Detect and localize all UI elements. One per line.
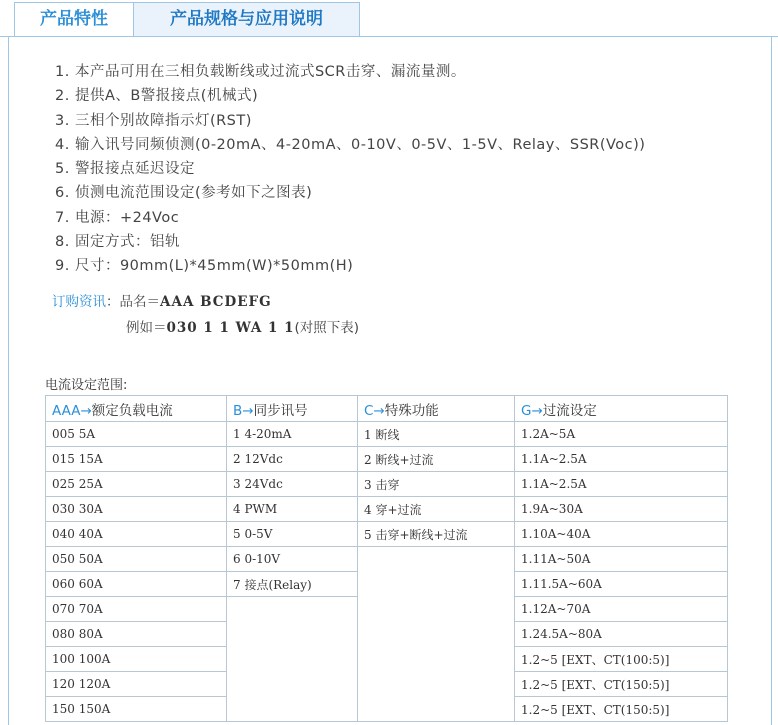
order-name-prefix: ：品名＝: [106, 294, 160, 310]
cell-sync-signal: 2 12Vdc: [227, 447, 358, 472]
header-sync-signal: [227, 396, 358, 422]
cell-special-function: 3 击穿: [358, 472, 515, 497]
cell-overcurrent: 1.2~5 [EXT、CT(100:5)]: [515, 647, 728, 672]
cell-sync-signal: 4 PWM: [227, 497, 358, 522]
order-name-row: [52, 290, 359, 316]
cell-overcurrent: 1.9A~30A: [515, 497, 728, 522]
feature-item: 5. 警报接点延迟设定: [55, 161, 195, 178]
feature-item: 7. 电源：+24Voc: [55, 209, 180, 226]
cell-sync-signal: 6 0-10V: [227, 547, 358, 572]
cell-sync-signal: 5 0-5V: [227, 522, 358, 547]
cell-rated-current: 015 15A: [46, 447, 227, 472]
feature-item: 9. 尺寸：90mm(L)*45mm(W)*50mm(H): [55, 258, 354, 275]
cell-sync-signal: [227, 597, 358, 622]
cell-sync-signal: [227, 647, 358, 672]
cell-sync-signal: [227, 697, 358, 722]
cell-special-function: [358, 622, 515, 647]
feature-list: [55, 60, 645, 279]
feature-item: 3. 三相个别故障指示灯(RST): [55, 112, 252, 129]
cell-sync-signal: [227, 672, 358, 697]
cell-overcurrent: 1.12A~70A: [515, 597, 728, 622]
order-example-prefix: 例如＝: [126, 320, 167, 336]
header-key: AAA→: [52, 402, 92, 419]
table-row: [46, 697, 728, 722]
cell-overcurrent: 1.1A~2.5A: [515, 472, 728, 497]
current-range-table: [45, 395, 728, 722]
cell-rated-current: 120 120A: [46, 672, 227, 697]
header-label: 同步讯号: [253, 402, 308, 419]
cell-special-function: [358, 597, 515, 622]
order-name-code: AAA BCDEFG: [160, 294, 272, 310]
cell-overcurrent: 1.24.5A~80A: [515, 622, 728, 647]
cell-rated-current: 100 100A: [46, 647, 227, 672]
cell-overcurrent: 1.2A~5A: [515, 422, 728, 447]
cell-special-function: [358, 647, 515, 672]
table-row: [46, 622, 728, 647]
header-key: C→: [364, 402, 385, 419]
header-rated-current: [46, 396, 227, 422]
table-row: [46, 647, 728, 672]
feature-item: 2. 提供A、B警报接点(机械式): [55, 88, 259, 105]
table-header-row: [46, 396, 728, 422]
header-overcurrent: [515, 396, 728, 422]
cell-overcurrent: 1.2~5 [EXT、CT(150:5)]: [515, 697, 728, 722]
cell-rated-current: 080 80A: [46, 622, 227, 647]
cell-sync-signal: [227, 622, 358, 647]
table-row: [46, 497, 728, 522]
cell-sync-signal: 1 4-20mA: [227, 422, 358, 447]
cell-special-function: 4 穿+过流: [358, 497, 515, 522]
cell-overcurrent: 1.10A~40A: [515, 522, 728, 547]
table-row: [46, 522, 728, 547]
cell-rated-current: 025 25A: [46, 472, 227, 497]
header-key: B→: [233, 402, 254, 419]
tab-product-features[interactable]: 产品特性: [14, 2, 134, 36]
cell-rated-current: 150 150A: [46, 697, 227, 722]
cell-rated-current: 030 30A: [46, 497, 227, 522]
feature-item: 4. 输入讯号同频侦测(0-20mA、4-20mA、0-10V、0-5V、1-5V、Relay、SSR(Voc)): [55, 136, 646, 153]
feature-item: 1. 本产品可用在三相负载断线或过流式SCR击穿、漏流量测。: [55, 64, 466, 80]
order-example-note: (对照下表): [294, 320, 360, 336]
cell-rated-current: 070 70A: [46, 597, 227, 622]
header-label: 过流设定: [542, 402, 597, 419]
table-body: [46, 422, 728, 722]
order-info-label: 订购资讯: [52, 294, 106, 310]
feature-item: 8. 固定方式：铝轨: [55, 234, 180, 251]
cell-overcurrent: 1.1A~2.5A: [515, 447, 728, 472]
cell-special-function: [358, 547, 515, 572]
cell-special-function: 2 断线+过流: [358, 447, 515, 472]
header-key: G→: [521, 402, 543, 419]
cell-special-function: [358, 697, 515, 722]
cell-sync-signal: 3 24Vdc: [227, 472, 358, 497]
cell-overcurrent: 1.2~5 [EXT、CT(150:5)]: [515, 672, 728, 697]
tab-specifications[interactable]: 产品规格与应用说明: [134, 2, 360, 36]
tab-bar: [0, 0, 778, 37]
cell-overcurrent: 1.11A~50A: [515, 547, 728, 572]
order-example-row: [52, 316, 359, 342]
cell-rated-current: 040 40A: [46, 522, 227, 547]
table-row: [46, 447, 728, 472]
table-row: [46, 672, 728, 697]
header-special-function: [358, 396, 515, 422]
cell-special-function: [358, 672, 515, 697]
cell-rated-current: 060 60A: [46, 572, 227, 597]
cell-sync-signal: 7 接点(Relay): [227, 572, 358, 597]
table-row: [46, 422, 728, 447]
table-row: [46, 547, 728, 572]
header-label: 额定负载电流: [91, 402, 173, 419]
cell-special-function: 1 断线: [358, 422, 515, 447]
table-row: [46, 572, 728, 597]
cell-rated-current: 050 50A: [46, 547, 227, 572]
order-info: [52, 290, 359, 342]
range-title: 电流设定范围:: [45, 378, 128, 393]
cell-rated-current: 005 5A: [46, 422, 227, 447]
header-label: 特殊功能: [384, 402, 439, 419]
feature-item: 6. 侦测电流范围设定(参考如下之图表): [55, 185, 313, 202]
cell-special-function: 5 击穿+断线+过流: [358, 522, 515, 547]
table-row: [46, 472, 728, 497]
cell-special-function: [358, 572, 515, 597]
order-example-code: 030 1 1 WA 1 1: [166, 320, 295, 336]
cell-overcurrent: 1.11.5A~60A: [515, 572, 728, 597]
table-row: [46, 597, 728, 622]
